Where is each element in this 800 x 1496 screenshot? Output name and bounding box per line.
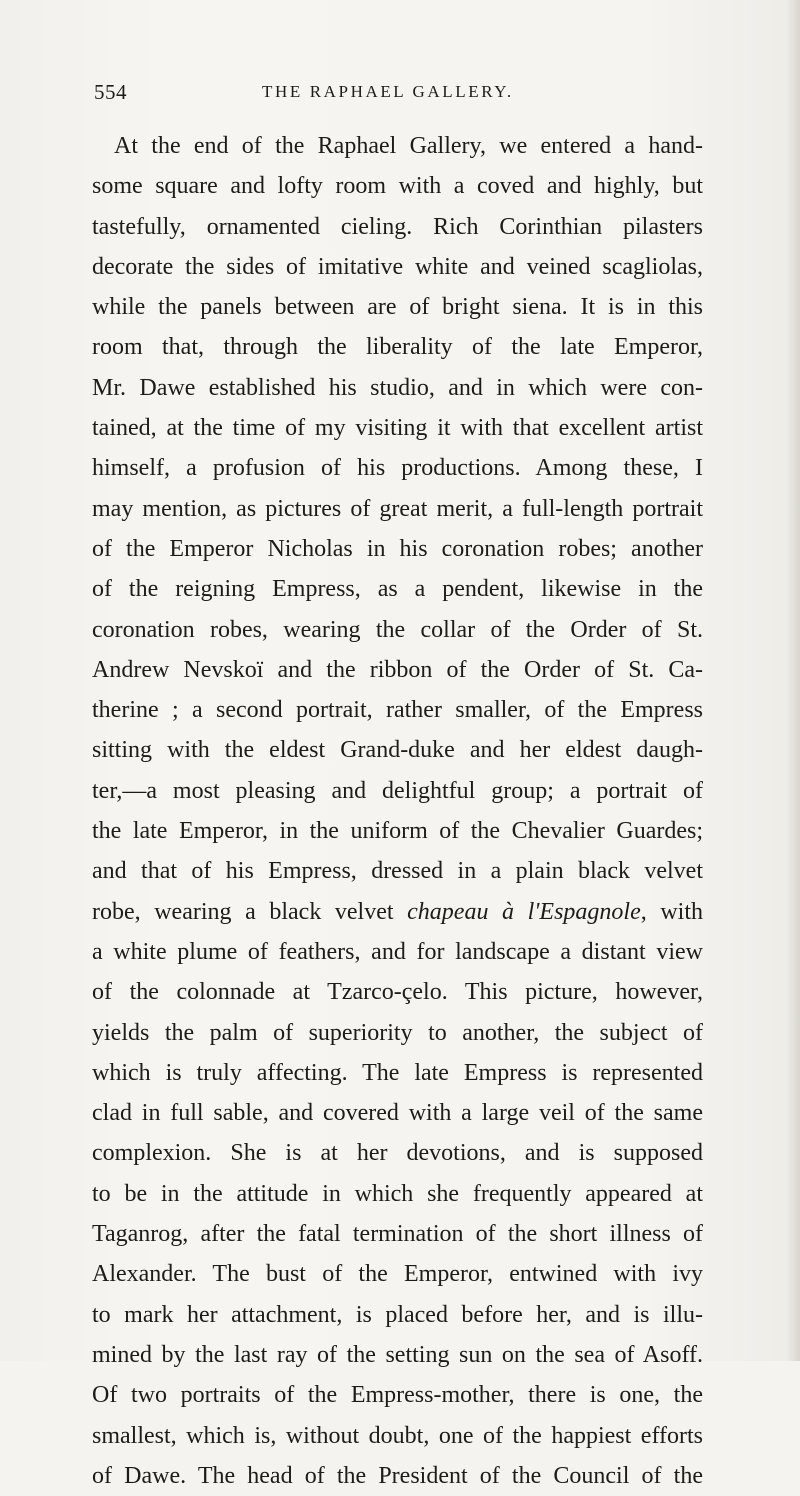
text-line: himself, a profusion of his productions. Among these, I	[92, 455, 703, 482]
text-line: tastefully, ornamented cieling. Rich Corinthian pilasters	[92, 213, 703, 240]
text-line: ter,—a most pleasing and delightful group; a portrait of	[92, 777, 703, 804]
text-line: and that of his Empress, dressed in a plain black velvet	[92, 858, 703, 885]
text-line: Mr. Dawe established his studio, and in which were con-	[92, 374, 703, 401]
text-line: coronation robes, wearing the collar of the Order of St.	[92, 616, 703, 643]
text-line: sitting with the eldest Grand-duke and her eldest daugh-	[92, 737, 703, 764]
text-line: Of two portraits of the Empress-mother, there is one, the	[92, 1382, 703, 1409]
text-line: yields the palm of superiority to another, the subject of	[92, 1019, 703, 1046]
text-line: some square and lofty room with a coved and highly, but	[92, 173, 703, 200]
text-line: Taganrog, after the fatal termination of the short illness of	[92, 1221, 703, 1248]
text-line: which is truly affecting. The late Empress is represented	[92, 1059, 703, 1086]
text-line: of the reigning Empress, as a pendent, likewise in the	[92, 576, 703, 603]
text-line: of the Emperor Nicholas in his coronation robes; another	[92, 535, 703, 562]
text-line: At the end of the Raphael Gallery, we entered a hand-	[114, 133, 703, 159]
text-line: the late Emperor, in the uniform of the Chevalier Guardes;	[92, 818, 703, 845]
text-line: robe, wearing a black velvet chapeau à l'Espagnole, with	[92, 898, 703, 925]
text-line: while the panels between are of bright siena. It is in this	[92, 294, 703, 321]
italic-phrase: chapeau à l'Espagnole	[407, 898, 641, 925]
text-line: decorate the sides of imitative white and veined scagliolas,	[92, 253, 703, 280]
text-line: tained, at the time of my visiting it with that excellent artist	[92, 415, 703, 442]
text-line: to be in the attitude in which she frequently appeared at	[92, 1180, 703, 1207]
text-line: a white plume of feathers, and for landscape a distant view	[92, 938, 703, 965]
running-title: THE RAPHAEL GALLERY.	[262, 82, 514, 101]
text-line: to mark her attachment, is placed before her, and is illu-	[92, 1301, 703, 1328]
text-line: therine ; a second portrait, rather smaller, of the Empress	[92, 697, 703, 724]
page-edge-shadow	[786, 0, 800, 1361]
text-line: Andrew Nevskoï and the ribbon of the Order of St. Ca-	[92, 656, 703, 683]
text-line: Alexander. The bust of the Emperor, entwined with ivy	[92, 1261, 703, 1288]
text-line: complexion. She is at her devotions, and is supposed	[92, 1140, 703, 1167]
text-line: clad in full sable, and covered with a large veil of the same	[92, 1100, 703, 1127]
text-line: room that, through the liberality of the late Emperor,	[92, 334, 703, 361]
text-line: smallest, which is, without doubt, one of the happiest efforts	[92, 1422, 703, 1449]
body-paragraph	[92, 126, 703, 1496]
text-line: of Dawe. The head of the President of the Council of the	[92, 1462, 703, 1489]
page-number: 554	[94, 80, 127, 104]
text-line: mined by the last ray of the setting sun on the sea of Asoff.	[92, 1341, 703, 1368]
text-line: may mention, as pictures of great merit, a full-length portrait	[92, 495, 703, 522]
text-line: of the colonnade at Tzarco-çelo. This picture, however,	[92, 979, 703, 1006]
running-head	[94, 80, 704, 110]
